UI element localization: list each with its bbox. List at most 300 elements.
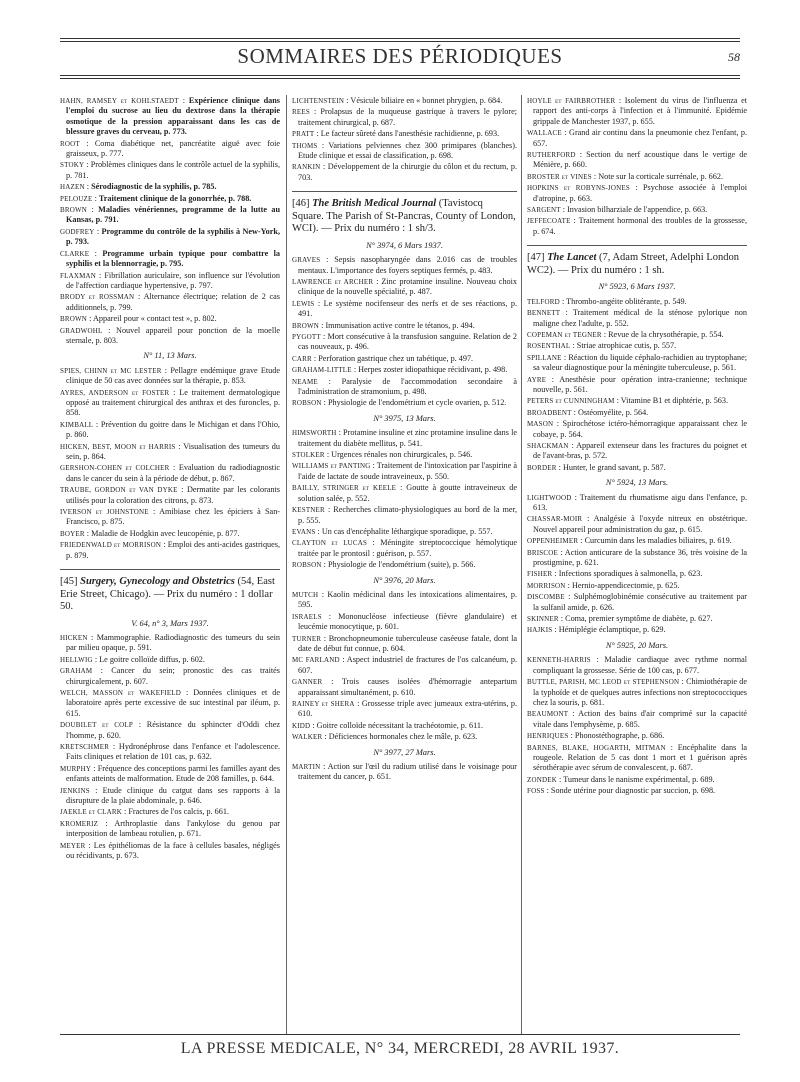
author-separator: : (373, 276, 382, 286)
article-title: Evaluation du radiodiagnostic dans le cancer du sein à la période de début, p. 867. (66, 463, 280, 483)
article-author: KROMERIZ (60, 819, 99, 828)
article-author: HAJKIS (527, 626, 553, 635)
article-title: Traitement de l'intoxication par l'aspirine à l'aide de lactate de soude intraveineux, p. 550. (298, 461, 517, 481)
author-separator: : (322, 732, 329, 742)
article-entry (292, 655, 517, 676)
article-author: GRAVES (292, 256, 321, 265)
article-title: Vitamine B1 et diphtérie, p. 563. (620, 396, 729, 406)
issue-heading: N° 5923, 6 Mars 1937. (598, 282, 676, 292)
author-separator: : (344, 96, 351, 105)
article-title: Anesthésie pour opération intra-cranienne; technique nouvelle, p. 561. (533, 374, 747, 394)
journal-details: (Tavistocq Square. The Parish of St-Pancras, County of London, WCI). — Prix du numéro : 1 sh/3. (292, 198, 516, 235)
article-title: Thrombo-angéite oblitérante, p. 549. (566, 296, 687, 306)
journal-heading (60, 576, 280, 614)
article-title: Urgences rénales non chirurgicales, p. 546. (331, 450, 473, 460)
article-entry (527, 786, 747, 796)
article-author: DISCOMBE (527, 593, 565, 602)
article-entry (60, 720, 280, 741)
article-author: KIMBALL (60, 420, 94, 429)
article-author: SPIES, CHINN et MC LESTER (60, 366, 162, 375)
author-separator: : (570, 216, 579, 226)
author-separator: : (556, 462, 563, 472)
article-author: CLAYTON et LUCAS (292, 539, 368, 548)
article-title: Amibiase chez les épiciers à San-Francisco, p. 875. (66, 507, 281, 527)
article-title: Prévention du goitre dans le Michigan et dans l'Ohio, p. 860. (66, 419, 280, 440)
article-entry (527, 569, 747, 579)
author-separator: : (561, 128, 570, 138)
article-entry (60, 688, 280, 719)
author-separator: : (351, 365, 359, 375)
article-author: GODFREY (60, 227, 95, 236)
article-author: THOMS (292, 141, 318, 150)
author-separator: : (560, 308, 573, 318)
article-entry (292, 505, 517, 526)
article-entry (60, 442, 280, 463)
issue-heading: N° 3975, 13 Mars. (373, 413, 436, 423)
article-entry (527, 297, 747, 307)
author-separator: : (321, 633, 329, 643)
article-author: SPILLANE (527, 353, 562, 362)
author-separator: : (178, 96, 189, 105)
author-separator: : (93, 419, 101, 429)
author-separator: : (321, 611, 339, 621)
article-author: HOYLE et FAIRBROTHER (527, 97, 616, 105)
section-divider (60, 569, 280, 570)
article-entry (527, 172, 747, 182)
article-entry (292, 428, 517, 449)
article-title: Fractures de l'os calcis, p. 661. (128, 807, 229, 817)
section-divider (292, 191, 517, 192)
article-entry (527, 743, 747, 774)
article-title: Expérience clinique dans l'emploi du sucrose au lieu du dextrose dans la thérapie osmotique de la pression apparaissant dans les cas de blessure graves du cerveau, p. 773. (66, 96, 280, 137)
page-number: 58 (728, 50, 740, 64)
article-entry (292, 461, 517, 482)
author-separator: : (177, 485, 188, 495)
author-separator: : (169, 463, 179, 473)
author-separator: : (98, 818, 115, 828)
article-author: PELOUZE (60, 194, 93, 203)
page-header (60, 40, 740, 72)
article-title: Perforation gastrique chez un tabétique, p. 497. (318, 353, 474, 363)
author-separator: : (92, 654, 100, 664)
article-title: Mononucléose infectieuse (fièvre glandulaire) et leucémie monocytique, p. 601. (298, 611, 517, 632)
article-author: HIMSWORTH (292, 429, 337, 438)
article-title: Zinc protamine insuline. Nouveau choix clinique de la nouvelle spécialité, p. 487. (298, 276, 517, 297)
author-separator: : (544, 786, 551, 796)
article-author: SHACKMAN (527, 441, 569, 450)
article-entry (292, 634, 517, 655)
article-author: RAINEY et SHERA (292, 700, 355, 708)
article-entry (527, 463, 747, 473)
author-separator: : (87, 632, 97, 642)
author-separator: : (629, 183, 643, 193)
column-2 (292, 96, 517, 784)
article-entry (60, 182, 280, 192)
article-entry (292, 762, 517, 783)
journal-heading (292, 198, 517, 236)
author-separator: : (84, 528, 92, 538)
journal-details: (54, East Erie Street, Chicago). — Prix du numéro : 1 dollar 50. (60, 576, 275, 613)
article-title: Hydronéphrose dans l'enfance et l'adolescence. Faits cliniques et relation de 101 cas, p. 632. (66, 742, 281, 762)
author-separator: : (370, 461, 377, 471)
article-author: ROBSON (292, 399, 322, 408)
author-separator: : (590, 655, 605, 665)
article-entry (527, 341, 747, 351)
article-title: Appareil extenseur dans les fractures du poignet et de l'avant-bras, p. 572. (533, 440, 747, 461)
article-author: BROSTER et VINES (527, 172, 592, 181)
article-author: SKINNER (527, 615, 559, 624)
article-entry (292, 732, 517, 742)
article-entry (292, 354, 517, 364)
article-author: HENRIQUES (527, 732, 569, 741)
author-separator: : (148, 507, 160, 517)
author-separator: : (314, 129, 321, 139)
article-entry (292, 141, 517, 162)
article-title: Paralysie de l'accommodation secondaire à l'administration de stramonium, p. 498. (298, 376, 517, 397)
article-entry (292, 299, 517, 320)
article-entry (527, 536, 747, 546)
journal-number: [47] (527, 252, 545, 264)
article-author: AYRES, ANDERSON et FOSTER (60, 388, 170, 397)
article-entry (292, 129, 517, 139)
article-title: Note sur la corticale surrénale, p. 662. (598, 171, 723, 181)
article-author: ROBSON (292, 561, 322, 570)
article-author: LIGHTWOOD (527, 493, 572, 502)
article-entry (527, 408, 747, 418)
article-entry (60, 485, 280, 506)
article-author: CLARKE (60, 249, 90, 258)
article-entry (527, 709, 747, 730)
author-separator: : (324, 505, 334, 515)
article-entry (60, 326, 280, 347)
author-separator: : (601, 329, 609, 339)
article-title: Coma, premier symptôme de diabète, p. 627. (565, 614, 713, 624)
article-author: EVANS (292, 527, 316, 536)
author-separator: : (315, 526, 322, 536)
article-title: Visualisation des tumeurs du sein, p. 864. (66, 441, 280, 461)
article-entry (292, 538, 517, 559)
journal-number: [46] (292, 198, 310, 210)
article-author: JEFFECOATE (527, 217, 571, 226)
article-entry (292, 365, 517, 375)
author-separator: : (565, 580, 572, 590)
author-separator: : (336, 428, 344, 438)
article-author: PYGOTT (292, 333, 321, 341)
article-entry (292, 162, 517, 183)
article-author: OPPENHEIMER (527, 537, 579, 546)
article-author: IVERSON et JOHNSTONE (60, 508, 149, 517)
author-separator: : (161, 365, 171, 375)
article-entry (292, 721, 517, 731)
article-entry (527, 183, 747, 204)
author-separator: : (568, 709, 579, 719)
author-separator: : (559, 296, 567, 306)
article-entry (527, 625, 747, 635)
article-entry (527, 396, 747, 406)
article-author: WALKER (292, 733, 323, 742)
article-author: MEYER (60, 841, 86, 850)
article-author: FOSS (527, 787, 545, 796)
issue-heading: N° 11, 13 Mars. (143, 351, 197, 361)
journal-name: The British Medical Journal (312, 198, 437, 210)
author-separator: : (321, 560, 328, 570)
article-title: Méningite streptococcique hémolytique traitée par le prontosil : guérison, p. 557. (298, 538, 517, 558)
article-author: AYRE (527, 375, 547, 384)
author-separator: : (615, 96, 625, 105)
article-entry (527, 128, 747, 149)
author-separator: : (396, 483, 407, 493)
author-separator: : (317, 376, 342, 386)
article-title: Mort consécutive à la transfusion sanguine. Relation de 2 cas nouveaux, p. 496. (298, 332, 517, 352)
article-author: PRATT (292, 130, 315, 139)
article-title: Recherches climato-physiologiques au bord de la mer, p. 555. (298, 505, 517, 525)
author-separator: : (571, 492, 580, 502)
author-separator: : (87, 314, 93, 324)
author-separator: : (568, 440, 577, 450)
author-separator: : (133, 720, 147, 730)
article-title: Variations pelviennes chez 300 primipares (blanches). Etude clinique et essai de classification, p. 698. (298, 140, 517, 161)
article-entry (527, 308, 747, 329)
article-title: Sonde utérine pour diagnostic par succion, p. 698. (550, 786, 716, 796)
author-separator: : (665, 742, 678, 752)
article-author: GRADWOHL (60, 326, 103, 335)
article-title: Fibrillation auriculaire, son influence sur l'évolution de l'affection cardiaque hypertensive, p. 797. (66, 270, 280, 290)
article-author: BAILLY, STRINGER et KEELE (292, 484, 397, 493)
article-title: Encéphalite dans la rougeole. Relation de 5 cas dont 1 mort et 1 guérison après sérothérapie avec sérum de convalescent, p. 687. (533, 742, 748, 773)
article-title: Striae atrophicae cutis, p. 557. (576, 341, 677, 351)
journal-heading (527, 252, 747, 277)
author-separator: : (552, 569, 559, 579)
article-entry (60, 249, 280, 270)
article-entry (292, 450, 517, 460)
article-author: JAEKLE et CLARK (60, 808, 122, 817)
article-entry (527, 581, 747, 591)
article-author: MASON (527, 420, 554, 429)
article-entry (60, 388, 280, 419)
article-author: CARR (292, 354, 312, 363)
article-entry (527, 150, 747, 171)
header-rule (60, 75, 740, 76)
author-separator: : (322, 677, 342, 687)
article-author: LICHTENSTEIN (292, 97, 345, 105)
article-author: HAZEN (60, 183, 85, 192)
author-separator: : (310, 720, 317, 730)
article-title: Revue de la chrysothérapie, p. 554. (608, 329, 724, 339)
author-separator: : (679, 677, 687, 687)
article-entry (527, 592, 747, 613)
article-title: Déficiences hormonales chez le mâle, p. 623. (328, 732, 478, 742)
article-entry (60, 194, 280, 204)
article-author: BARNES, BLAKE, HOGARTH, MITMAN (527, 743, 666, 752)
article-author: LAWRENCE et ARCHER (292, 277, 374, 286)
article-entry (60, 742, 280, 763)
article-title: Cancer du sein; pronostic des cas traités chirurgicalement, p. 607. (66, 666, 280, 686)
author-separator: : (564, 592, 574, 602)
author-separator: : (91, 763, 98, 773)
issue-heading: N° 5925, 20 Mars. (605, 640, 669, 650)
article-title: Le facteur sûreté dans l'anesthésie rachidienne, p. 693. (320, 129, 500, 139)
article-title: Sérodiagnostic de la syphilis, p. 785. (91, 182, 217, 192)
article-title: Le goitre colloïde diffus, p. 602. (99, 654, 205, 664)
article-author: GERSHON-COHEN et COLCHER (60, 464, 170, 473)
article-author: HELLWIG (60, 655, 93, 664)
article-title: Tumeur dans le nanisme expérimental, p. 689. (563, 774, 715, 784)
article-title: Bronchopneumonie tuberculeuse caséeuse fatale, dont la date de début fut connue, p. 604. (298, 633, 518, 653)
article-title: Le traitement dermatologique opposé au traitement chirurgical des anthrax et des furoncles, p. 858. (66, 387, 280, 418)
article-title: Kaolin médicinal dans les intoxications alimentaires, p. 595. (298, 589, 517, 610)
article-entry (292, 699, 517, 720)
author-separator: : (561, 352, 569, 362)
article-entry (60, 841, 280, 862)
article-entry (60, 292, 280, 313)
author-separator: : (79, 138, 95, 148)
author-separator: : (367, 538, 381, 548)
author-separator: : (575, 150, 587, 160)
article-entry (60, 764, 280, 785)
author-separator: : (89, 785, 103, 795)
article-author: KIDD (292, 721, 311, 730)
issue-heading: N° 3974, 6 Mars 1937. (366, 240, 443, 250)
article-entry (292, 107, 517, 128)
article-author: BROWN (292, 321, 320, 330)
author-separator: : (92, 193, 99, 203)
article-entry (60, 96, 280, 138)
article-entry (527, 775, 747, 785)
article-title: Mammographie. Radiodiagnostic des tumeurs du sein par milieu opaque, p. 591. (66, 632, 280, 653)
article-author: KESTNER (292, 506, 325, 515)
article-entry (527, 655, 747, 676)
article-title: Maladie cardiaque avec rythme normal compliquant la grossesse. Série de 100 cas, p. 677. (533, 655, 747, 675)
article-entry (527, 96, 747, 127)
article-title: Isolement du virus de l'influenza et rapport des anti-corps à l'infection et à l'immunité. Epidémie grippale de Manchester 1937, p. 655. (533, 96, 747, 126)
article-entry (292, 255, 517, 276)
author-separator: : (87, 205, 99, 215)
article-title: Problèmes cliniques dans le contrôle actuel de la syphilis, p. 781. (66, 160, 280, 180)
column-divider-1 (286, 95, 287, 1035)
article-author: ZONDEK (527, 775, 557, 784)
author-separator: : (591, 171, 599, 181)
article-title: Traitement médical de la sténose pylorique non maligne chez l'adulte, p. 552. (533, 308, 747, 328)
article-entry (292, 321, 517, 331)
article-entry (292, 677, 517, 698)
article-entry (527, 493, 747, 514)
article-entry (292, 590, 517, 611)
article-author: DOUBILET et COLP (60, 721, 133, 730)
article-author: JENKINS (60, 786, 90, 795)
article-title: Grand air continu dans la pneumonie chez l'enfant, p. 657. (533, 128, 747, 148)
author-separator: : (169, 387, 180, 397)
author-separator: : (320, 162, 328, 172)
article-title: Programme du contrôle de la syphilis à New-York, p. 793. (66, 226, 280, 247)
author-separator: : (84, 160, 91, 170)
article-entry (60, 633, 280, 654)
header-rule-2 (60, 78, 740, 79)
article-author: MARTIN (292, 763, 321, 772)
article-title: Herpes zoster idiopathique récidivant, p. 498. (358, 365, 508, 375)
author-separator: : (109, 742, 119, 752)
article-title: Développement de la chirurgie du côlon et du rectum, p. 703. (298, 162, 517, 182)
article-title: Fréquence des conceptions parmi les familles ayant des enfants atteints de malformation. Etude de 208 familles, p. 644. (66, 763, 281, 784)
article-author: REES (292, 108, 310, 117)
article-title: Traitement hormonal des troubles de la grossesse, p. 674. (533, 216, 747, 236)
article-author: BROWN (60, 206, 88, 215)
column-divider-2 (521, 95, 522, 1035)
article-author: MC FARLAND (292, 656, 340, 665)
article-author: ROOT (60, 139, 80, 148)
author-separator: : (553, 419, 563, 429)
article-title: Un cas d'encéphalite léthargique sporadique, p. 557. (321, 526, 493, 536)
author-separator: : (175, 441, 184, 451)
author-separator: : (317, 140, 329, 150)
author-separator: : (84, 182, 92, 192)
article-entry (60, 819, 280, 840)
article-title: Sepsis nasopharyngée dans 2.016 cas de troubles mentaux. L'importance des foyers septiques fermés, p. 483. (298, 255, 517, 275)
article-author: ROSENTHAL (527, 342, 571, 351)
author-separator: : (122, 807, 129, 817)
author-separator: : (354, 699, 362, 708)
article-entry (527, 353, 747, 374)
article-author: RUTHERFORD (527, 151, 576, 160)
article-author: FRIEDENWALD et MORRISON (60, 541, 162, 550)
article-author: WALLACE (527, 129, 562, 138)
author-separator: : (309, 107, 321, 117)
article-entry (60, 540, 280, 561)
article-title: Prolapsus de la muqueuse gastrique à travers le pylore; traitement chirurgical, p. 687. (298, 107, 517, 127)
article-title: Action sur l'œil du radium utilisé dans le voisinage pour traitement du cancer, p. 651. (298, 762, 517, 782)
article-author: SARGENT (527, 206, 561, 215)
author-separator: : (102, 325, 117, 335)
article-entry (60, 271, 280, 292)
article-title: Programme urbain typique pour combattre la syphilis et la blennorragie, p. 795. (66, 248, 280, 269)
article-title: Résistance du sphincter d'Oddi chez l'homme, p. 620. (66, 720, 280, 740)
article-entry (292, 96, 517, 106)
issue-heading: V. 64, n° 3, Mars 1937. (131, 618, 209, 628)
author-separator: : (568, 731, 575, 741)
article-entry (60, 666, 280, 687)
article-title: Etude clinique du catgut dans ses rapports à la disrupture de la plaie abdominale, p. 646. (66, 785, 280, 806)
column-1 (60, 96, 280, 863)
article-title: Section du nerf acoustique dans le vertige de Ménière, p. 660. (533, 150, 747, 170)
article-author: BRODY et ROSSMAN (60, 293, 135, 302)
article-author: MUTCH (292, 590, 319, 599)
article-title: Curcumin dans les maladies biliaires, p. 619. (584, 536, 732, 546)
article-title: Données cliniques et de laboratoire après perte excessive de suc intestinal par iléum, p. 615. (66, 688, 280, 718)
author-separator: : (339, 655, 347, 665)
author-separator: : (92, 666, 112, 676)
article-title: Alternance électrique; relation de 2 cas additionnels, p. 799. (66, 292, 280, 312)
article-author: MORRISON (527, 581, 566, 590)
article-title: Hernio-appendicectomie, p. 625. (571, 580, 680, 590)
author-separator: : (571, 407, 578, 417)
article-entry (60, 507, 280, 528)
article-author: TELFORD (527, 297, 560, 306)
article-title: Coma diabétique net, pancréatite aiguë avec foie graisseux, p. 777. (66, 138, 281, 159)
author-separator: : (94, 226, 102, 236)
article-author: STOKY (60, 161, 85, 170)
article-title: Traitement du rhumatisme aigu dans l'enfance, p. 613. (533, 492, 747, 512)
article-entry (60, 227, 280, 248)
author-separator: : (134, 292, 144, 302)
article-entry (292, 277, 517, 298)
article-title: Ostéomyélite, p. 564. (577, 407, 649, 417)
article-title: Les épithéliomas de la face à cellules basales, négligés ou récidivants, p. 673. (66, 840, 280, 861)
article-entry (292, 560, 517, 570)
article-entry (527, 731, 747, 741)
article-author: FLAXMAN (60, 271, 97, 280)
article-title: Appareil pour « contact test », p. 802. (92, 314, 217, 324)
article-author: CHASSAR-MOIR (527, 515, 583, 524)
page-title: SOMMAIRES DES PÉRIODIQUES (237, 44, 563, 68)
